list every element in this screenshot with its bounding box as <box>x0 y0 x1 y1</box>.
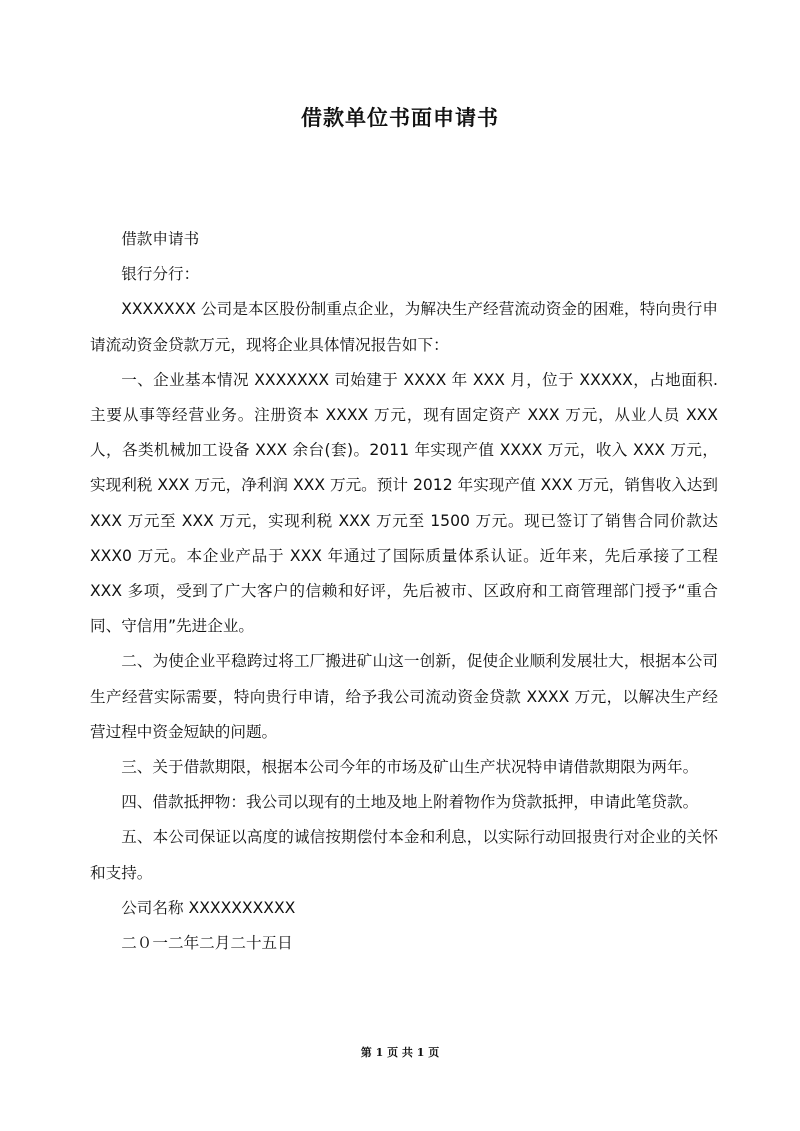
paragraph-addressee: 银行分行： <box>121 265 200 284</box>
paragraph-heading: 借款申请书 <box>121 230 200 248</box>
paragraph-section-3: 三、关于借款期限，根据本公司今年的市场及矿山生产状况特申请借款期限为两年。 <box>121 758 699 777</box>
date-line: 二０一二年二月二十五日 <box>121 934 293 953</box>
paragraph-section-2: 二、为使企业平稳跨过将工厂搬进矿山这一创新，促使企业顺利发展壮大，根据本公司生产经营实际需要，特向贵行申请，给予我公司流动资金贷款 XXXX 万元，以解决生产经营过程中资金短缺的问题。 <box>90 652 718 741</box>
paragraph-section-4: 四、借款抵押物：我公司以现有的土地及地上附着物作为贷款抵押，申请此笔贷款。 <box>121 793 699 812</box>
paragraph-section-5: 五、本公司保证以高度的诚信按期偿付本金和利息，以实际行动回报贵行对企业的关怀和支持。 <box>90 828 718 882</box>
document-body <box>90 222 718 961</box>
paragraph-section-1: 一、企业基本情况 XXXXXXX 司始建于 XXXX 年 XXX 月，位于 XXXXX，占地面积.主要从事等经营业务。注册资本 XXXX 万元，现有固定资产 XXX 万元，从业人员 XXX 人，各类机械加工设备 XXX 余台(套)。2011 年实现产值 XXXX 万元，收入 XXX 万元，实现利税 XXX 万元，净利润 XXX 万元。预计 2012 年实现产值 XXX 万元，销售收入达到 XXX 万元至 XXX 万元，实现利税 XXX 万元至 1500 万元。现已签订了销售合同价款达 XXX0 万元。本企业产品于 XXX 年通过了国际质量体系认证。近年来，先后承接了工程 XXX 多项，受到了广大客户的信赖和好评，先后被市、区政府和工商管理部门授予“重合同、守信用”先进企业。 <box>90 370 718 636</box>
paragraph-intro: XXXXXXX 公司是本区股份制重点企业，为解决生产经营流动资金的困难，特向贵行申请流动资金贷款万元，现将企业具体情况报告如下： <box>90 300 718 354</box>
company-name-line: 公司名称 XXXXXXXXXX <box>121 898 296 917</box>
page-footer: 第 1 页 共 1 页 <box>360 1046 440 1059</box>
document-title: 借款单位书面申请书 <box>301 106 499 130</box>
